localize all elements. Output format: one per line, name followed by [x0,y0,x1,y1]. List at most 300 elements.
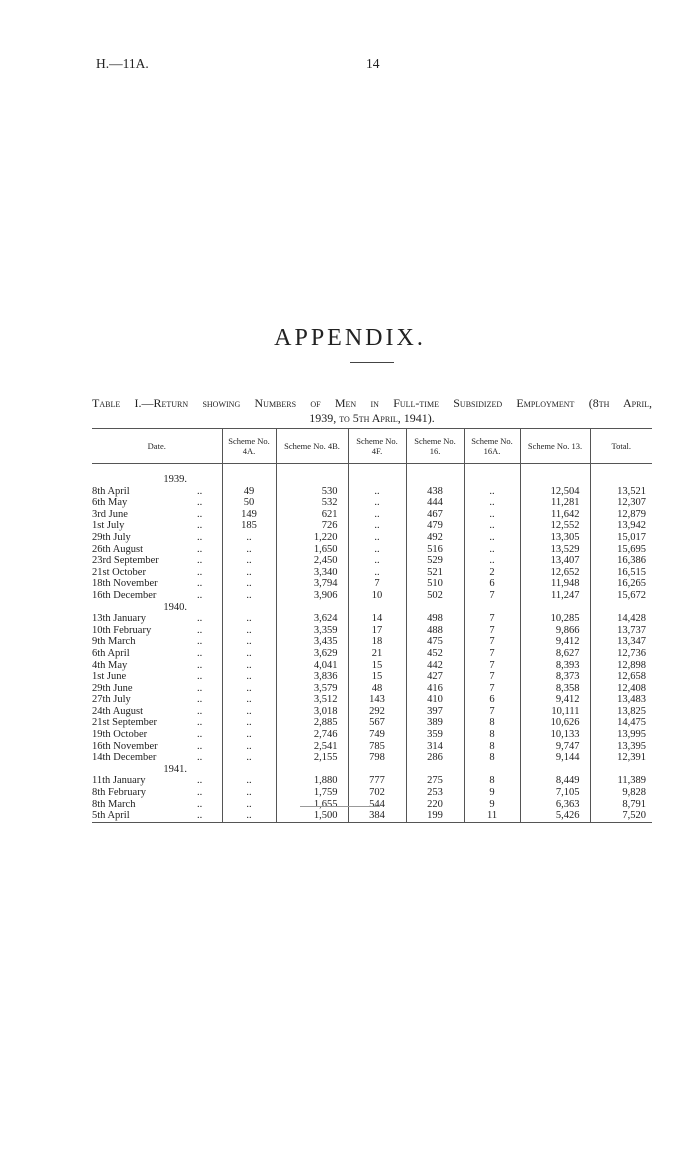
total-cell: 14,475 [590,717,652,729]
scheme-16a-cell: 7 [464,671,520,683]
scheme-16a-cell: 8 [464,775,520,787]
scheme-13-cell: 8,449 [520,775,590,787]
scheme-4f-cell: 14 [348,613,406,625]
scheme-16a-cell: 7 [464,625,520,637]
scheme-4a-cell: .. [222,625,276,637]
scheme-4f-cell: .. [348,544,406,556]
date-cell: 6th April [92,647,130,659]
scheme-4a-cell: .. [222,752,276,764]
scheme-13-cell: 11,247 [520,590,590,602]
scheme-4b-cell: 1,220 [276,532,348,544]
scheme-4b-cell: 726 [276,520,348,532]
date-cell: 27th July [92,694,131,706]
scheme-16a-cell: 7 [464,613,520,625]
scheme-4b-cell: 2,450 [276,555,348,567]
year-empty-cell [222,474,276,486]
scheme-4b-cell: 3,836 [276,671,348,683]
scheme-13-cell: 11,642 [520,509,590,521]
scheme-13-cell: 11,948 [520,578,590,590]
scheme-16-cell: 253 [406,787,464,799]
table-caption [92,396,652,426]
date-cell: 19th October [92,729,148,741]
scheme-4b-cell: 3,359 [276,625,348,637]
scheme-16-cell: 467 [406,509,464,521]
scheme-4a-cell: 50 [222,497,276,509]
scheme-16-cell: 397 [406,706,464,718]
scheme-4b-cell: 532 [276,497,348,509]
scheme-4f-cell: .. [348,555,406,567]
scheme-4b-cell: 1,655 [276,799,348,811]
scheme-13-cell: 10,626 [520,717,590,729]
leader-dots: .. [197,694,203,706]
leader-dots: .. [197,647,203,659]
scheme-13-cell: 10,285 [520,613,590,625]
scheme-4f-cell: 21 [348,648,406,660]
leader-dots: .. [197,729,203,741]
spacer-cell [520,464,590,475]
leader-dots: .. [197,775,203,787]
leader-dots: .. [197,671,203,683]
scheme-13-cell: 9,412 [520,694,590,706]
leader-dots: .. [197,740,203,752]
scheme-13-cell: 9,412 [520,636,590,648]
date-cell: 10th February [92,624,152,636]
leader-dots: .. [197,659,203,671]
total-cell: 16,515 [590,567,652,579]
scheme-13-cell: 7,105 [520,787,590,799]
column-header-scheme-4f: Scheme No. 4F. [348,429,406,464]
leader-dots: .. [197,613,203,625]
spacer-cell [406,464,464,475]
scheme-16-cell: 438 [406,486,464,498]
scheme-13-cell: 13,529 [520,544,590,556]
scheme-4b-cell: 621 [276,509,348,521]
scheme-16a-cell: 7 [464,660,520,672]
scheme-4a-cell: .. [222,555,276,567]
scheme-16-cell: 529 [406,555,464,567]
leader-dots: .. [197,705,203,717]
total-cell: 11,389 [590,775,652,787]
scheme-16-cell: 498 [406,613,464,625]
scheme-4b-cell: 2,541 [276,741,348,753]
scheme-4a-cell: .. [222,532,276,544]
scheme-16-cell: 516 [406,544,464,556]
scheme-16a-cell: 2 [464,567,520,579]
leader-dots: .. [197,798,203,810]
scheme-16a-cell: 8 [464,717,520,729]
scheme-4a-cell: .. [222,810,276,822]
table-row [92,590,652,602]
year-row [92,474,652,486]
scheme-16a-cell: 7 [464,683,520,695]
year-empty-cell [464,764,520,776]
scheme-16-cell: 410 [406,694,464,706]
table-row [92,752,652,764]
date-cell: 6th May [92,497,128,509]
scheme-16-cell: 389 [406,717,464,729]
scheme-16-cell: 444 [406,497,464,509]
scheme-4a-cell: .. [222,636,276,648]
scheme-4f-cell: 15 [348,671,406,683]
table-row [92,509,652,521]
leader-dots: .. [197,682,203,694]
year-dots-cell [197,764,222,776]
table-row [92,578,652,590]
year-empty-cell [590,474,652,486]
scheme-4a-cell: .. [222,717,276,729]
scheme-4b-cell: 3,512 [276,694,348,706]
scheme-13-cell: 9,747 [520,741,590,753]
total-cell: 12,408 [590,683,652,695]
scheme-16-cell: 475 [406,636,464,648]
year-empty-cell [406,474,464,486]
scheme-4a-cell: .. [222,660,276,672]
scheme-16-cell: 488 [406,625,464,637]
date-cell: 1st June [92,671,127,683]
scheme-16a-cell: .. [464,532,520,544]
appendix-title: APPENDIX. [274,325,426,351]
scheme-4b-cell: 3,018 [276,706,348,718]
total-cell: 9,828 [590,787,652,799]
scheme-4a-cell: .. [222,729,276,741]
scheme-4f-cell: 292 [348,706,406,718]
scheme-4f-cell: .. [348,532,406,544]
scheme-16-cell: 521 [406,567,464,579]
scheme-16a-cell: 6 [464,578,520,590]
leader-dots: .. [197,624,203,636]
leader-dots: .. [197,497,203,509]
year-empty-cell [348,764,406,776]
year-empty-cell [520,602,590,614]
scheme-13-cell: 12,504 [520,486,590,498]
total-cell: 13,395 [590,741,652,753]
spacer-cell [590,464,652,475]
scheme-4a-cell: 49 [222,486,276,498]
date-cell: 26th August [92,543,144,555]
table-row [92,729,652,741]
leader-dots: .. [197,636,203,648]
date-cell: 11th January [92,775,146,787]
scheme-4a-cell: .. [222,775,276,787]
date-cell: 21st October [92,566,146,578]
total-cell: 13,737 [590,625,652,637]
scheme-4a-cell: 149 [222,509,276,521]
scheme-16a-cell: 8 [464,752,520,764]
scheme-4a-cell: .. [222,648,276,660]
scheme-13-cell: 8,393 [520,660,590,672]
year-empty-cell [464,602,520,614]
year-dots-cell [197,474,222,486]
scheme-13-cell: 12,552 [520,520,590,532]
date-cell: 29th July [92,531,131,543]
scheme-4f-cell: 567 [348,717,406,729]
scheme-13-cell: 9,144 [520,752,590,764]
scheme-16a-cell: .. [464,509,520,521]
year-row [92,764,652,776]
year-dots-cell [197,602,222,614]
year-empty-cell [276,474,348,486]
scheme-16a-cell: 7 [464,648,520,660]
scheme-4b-cell: 3,629 [276,648,348,660]
scheme-4f-cell: 17 [348,625,406,637]
scheme-4b-cell: 3,624 [276,613,348,625]
scheme-4b-cell: 3,340 [276,567,348,579]
table-row [92,544,652,556]
column-header-scheme-4a: Scheme No. 4A. [222,429,276,464]
table-row [92,787,652,799]
year-empty-cell [520,764,590,776]
year-label: 1940. [163,601,187,613]
scheme-4f-cell: 702 [348,787,406,799]
scheme-16a-cell: 8 [464,741,520,753]
column-header-scheme-4b: Scheme No. 4B. [276,429,348,464]
table-row [92,486,652,498]
scheme-16-cell: 479 [406,520,464,532]
table-row [92,683,652,695]
scheme-16a-cell: 9 [464,787,520,799]
scheme-16a-cell: .. [464,486,520,498]
total-cell: 15,017 [590,532,652,544]
scheme-4f-cell: 749 [348,729,406,741]
scheme-16a-cell: 8 [464,729,520,741]
spacer-cell [92,464,197,475]
column-header-date: Date. [92,429,222,464]
year-empty-cell [276,602,348,614]
title-rule [350,362,394,363]
table-row [92,706,652,718]
year-empty-cell [348,474,406,486]
scheme-16-cell: 199 [406,810,464,822]
scheme-4b-cell: 2,746 [276,729,348,741]
total-cell: 13,825 [590,706,652,718]
year-empty-cell [276,764,348,776]
scheme-4f-cell: 18 [348,636,406,648]
scheme-4f-cell: 384 [348,810,406,822]
total-cell: 13,483 [590,694,652,706]
scheme-16a-cell: 6 [464,694,520,706]
scheme-13-cell: 11,281 [520,497,590,509]
total-cell: 16,386 [590,555,652,567]
scheme-13-cell: 12,652 [520,567,590,579]
total-cell: 7,520 [590,810,652,822]
year-row [92,602,652,614]
table-spacer-row [92,464,652,475]
scheme-16-cell: 452 [406,648,464,660]
table-row [92,648,652,660]
employment-table [92,428,652,823]
year-empty-cell [406,602,464,614]
scheme-4a-cell: .. [222,590,276,602]
leader-dots: .. [197,752,203,764]
date-cell: 8th March [92,798,136,810]
scheme-16-cell: 416 [406,683,464,695]
scheme-13-cell: 9,866 [520,625,590,637]
date-cell: 21st September [92,717,158,729]
scheme-13-cell: 8,358 [520,683,590,695]
table-row [92,717,652,729]
scheme-4b-cell: 1,759 [276,787,348,799]
scheme-4a-cell: .. [222,683,276,695]
date-cell: 9th March [92,636,136,648]
scheme-16-cell: 314 [406,741,464,753]
scheme-13-cell: 8,627 [520,648,590,660]
document-reference: H.—11A. [96,56,149,71]
date-cell: 23rd September [92,555,159,567]
table-row [92,799,652,811]
date-cell: 16th December [92,589,157,601]
leader-dots: .. [197,485,203,497]
year-empty-cell [590,764,652,776]
table-header-row [92,429,652,464]
scheme-4a-cell: .. [222,694,276,706]
table-row [92,625,652,637]
table-caption-line-1: Table I.—Return showing Numbers of Men in Full-time Subsidized Employment (8th April, [92,396,652,410]
spacer-cell [222,464,276,475]
scheme-4f-cell: 798 [348,752,406,764]
leader-dots: .. [197,531,203,543]
scheme-4f-cell: 544 [348,799,406,811]
scheme-16a-cell: .. [464,544,520,556]
total-cell: 15,695 [590,544,652,556]
scheme-4f-cell: 10 [348,590,406,602]
date-cell: 1st July [92,520,125,532]
scheme-16a-cell: .. [464,555,520,567]
scheme-4b-cell: 4,041 [276,660,348,672]
total-cell: 12,898 [590,660,652,672]
year-label: 1939. [163,474,187,485]
scheme-4a-cell: 185 [222,520,276,532]
column-header-scheme-13: Scheme No. 13. [520,429,590,464]
scheme-16-cell: 492 [406,532,464,544]
total-cell: 12,879 [590,509,652,521]
scheme-4b-cell: 2,885 [276,717,348,729]
scheme-16a-cell: 7 [464,636,520,648]
total-cell: 12,391 [590,752,652,764]
total-cell: 12,658 [590,671,652,683]
scheme-4f-cell: 777 [348,775,406,787]
table-row [92,671,652,683]
spacer-cell [464,464,520,475]
scheme-16a-cell: 9 [464,799,520,811]
spacer-cell [197,464,222,475]
date-cell: 13th January [92,613,146,625]
table-row [92,741,652,753]
scheme-4f-cell: 785 [348,741,406,753]
scheme-4a-cell: .. [222,613,276,625]
total-cell: 13,521 [590,486,652,498]
leader-dots: .. [197,520,203,532]
total-cell: 14,428 [590,613,652,625]
scheme-4f-cell: 48 [348,683,406,695]
scheme-4f-cell: 7 [348,578,406,590]
leader-dots: .. [197,555,203,567]
table-row [92,520,652,532]
year-empty-cell [520,474,590,486]
scheme-4b-cell: 3,435 [276,636,348,648]
scheme-16a-cell: 7 [464,590,520,602]
year-empty-cell [222,764,276,776]
leader-dots: .. [197,717,203,729]
scheme-16-cell: 286 [406,752,464,764]
scheme-4f-cell: .. [348,520,406,532]
date-cell: 8th April [92,485,130,497]
scheme-4b-cell: 2,155 [276,752,348,764]
total-cell: 8,791 [590,799,652,811]
table-row [92,532,652,544]
scheme-4b-cell: 530 [276,486,348,498]
date-cell: 18th November [92,578,158,590]
leader-dots: .. [197,566,203,578]
scheme-13-cell: 8,373 [520,671,590,683]
scheme-13-cell: 10,133 [520,729,590,741]
leader-dots: .. [197,810,222,822]
table-row [92,636,652,648]
scheme-16-cell: 510 [406,578,464,590]
table-row [92,613,652,625]
date-cell: 3rd June [92,508,128,520]
scheme-4f-cell: .. [348,486,406,498]
total-cell: 15,672 [590,590,652,602]
scheme-4b-cell: 1,880 [276,775,348,787]
date-cell: 8th February [92,787,146,799]
table-row [92,775,652,787]
scheme-4f-cell: .. [348,509,406,521]
date-cell: 29th June [92,682,133,694]
leader-dots: .. [197,508,203,520]
total-cell: 16,265 [590,578,652,590]
scheme-16a-cell: 11 [464,810,520,822]
scheme-16-cell: 220 [406,799,464,811]
scheme-4b-cell: 3,794 [276,578,348,590]
scheme-4a-cell: .. [222,578,276,590]
year-empty-cell [406,764,464,776]
scheme-4f-cell: .. [348,567,406,579]
table-end-rule [300,806,380,807]
scheme-4f-cell: 143 [348,694,406,706]
scheme-16-cell: 275 [406,775,464,787]
year-empty-cell [464,474,520,486]
scheme-4a-cell: .. [222,799,276,811]
total-cell: 13,942 [590,520,652,532]
leader-dots: .. [197,543,203,555]
year-empty-cell [222,602,276,614]
scheme-16a-cell: .. [464,520,520,532]
year-empty-cell [348,602,406,614]
scheme-16-cell: 427 [406,671,464,683]
scheme-16-cell: 359 [406,729,464,741]
date-cell: 24th August [92,705,144,717]
leader-dots: .. [197,578,203,590]
scheme-13-cell: 5,426 [520,810,590,822]
scheme-4a-cell: .. [222,671,276,683]
scheme-16-cell: 442 [406,660,464,672]
scheme-4b-cell: 1,650 [276,544,348,556]
scheme-4f-cell: 15 [348,660,406,672]
total-cell: 13,995 [590,729,652,741]
leader-dots: .. [197,787,203,799]
table-row [92,567,652,579]
column-header-scheme-16a: Scheme No. 16A. [464,429,520,464]
scheme-4a-cell: .. [222,787,276,799]
table-row [92,694,652,706]
table-row [92,660,652,672]
total-cell: 12,307 [590,497,652,509]
scheme-4a-cell: .. [222,706,276,718]
running-head [96,56,604,76]
scheme-13-cell: 13,407 [520,555,590,567]
scheme-4b-cell: 3,906 [276,590,348,602]
column-header-scheme-16: Scheme No. 16. [406,429,464,464]
